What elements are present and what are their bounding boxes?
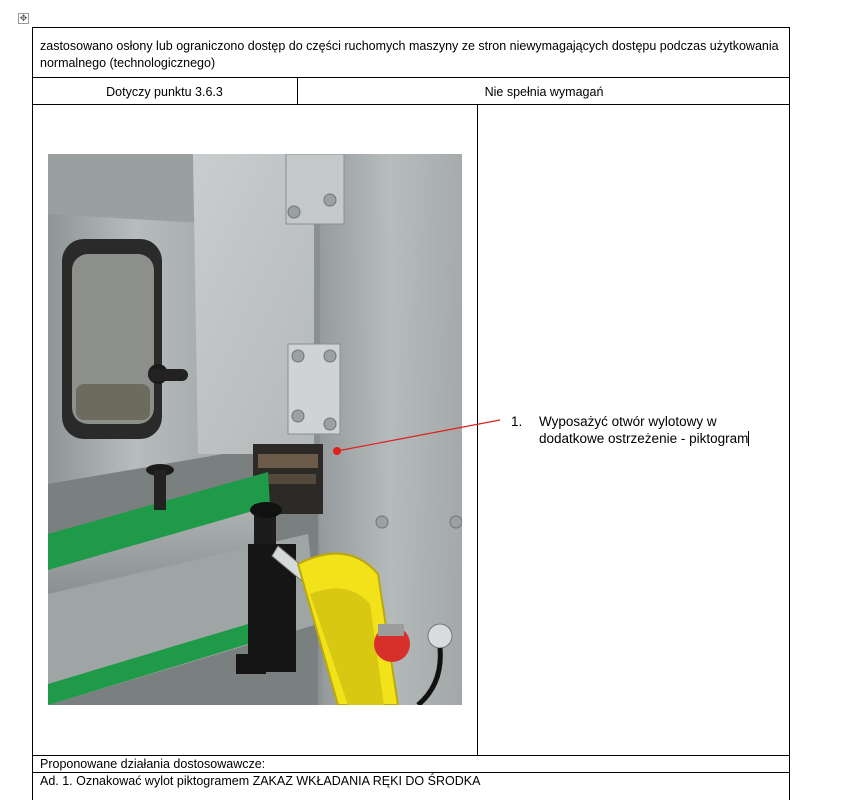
actions-heading: Proponowane działania dostosowawcze: <box>40 757 266 771</box>
machine-photo <box>48 154 462 705</box>
status-label: Nie spełnia wymagań <box>484 85 604 99</box>
action-item: Ad. 1. Oznakować wylot piktogramem ZAKAZ WKŁADANIA RĘKI DO ŚRODKA <box>40 774 481 788</box>
row-divider <box>32 77 790 78</box>
row-divider <box>32 104 790 105</box>
annotation-text[interactable]: Wyposażyć otwór wylotowy w dodatkowe ostrzeżenie - piktogram <box>539 414 749 446</box>
annotation-number: 1. <box>511 414 523 429</box>
point-label: Dotyczy punktu 3.6.3 <box>106 85 223 99</box>
header-text: zastosowano osłony lub ograniczono dostęp do części ruchomych maszyny ze stron niewymagających dostępu podczas użytkowania normalnego (technologicznego) <box>40 39 779 70</box>
table-move-handle-icon[interactable]: ✥ <box>19 13 28 23</box>
text-cursor <box>748 431 749 446</box>
column-divider <box>477 104 478 755</box>
